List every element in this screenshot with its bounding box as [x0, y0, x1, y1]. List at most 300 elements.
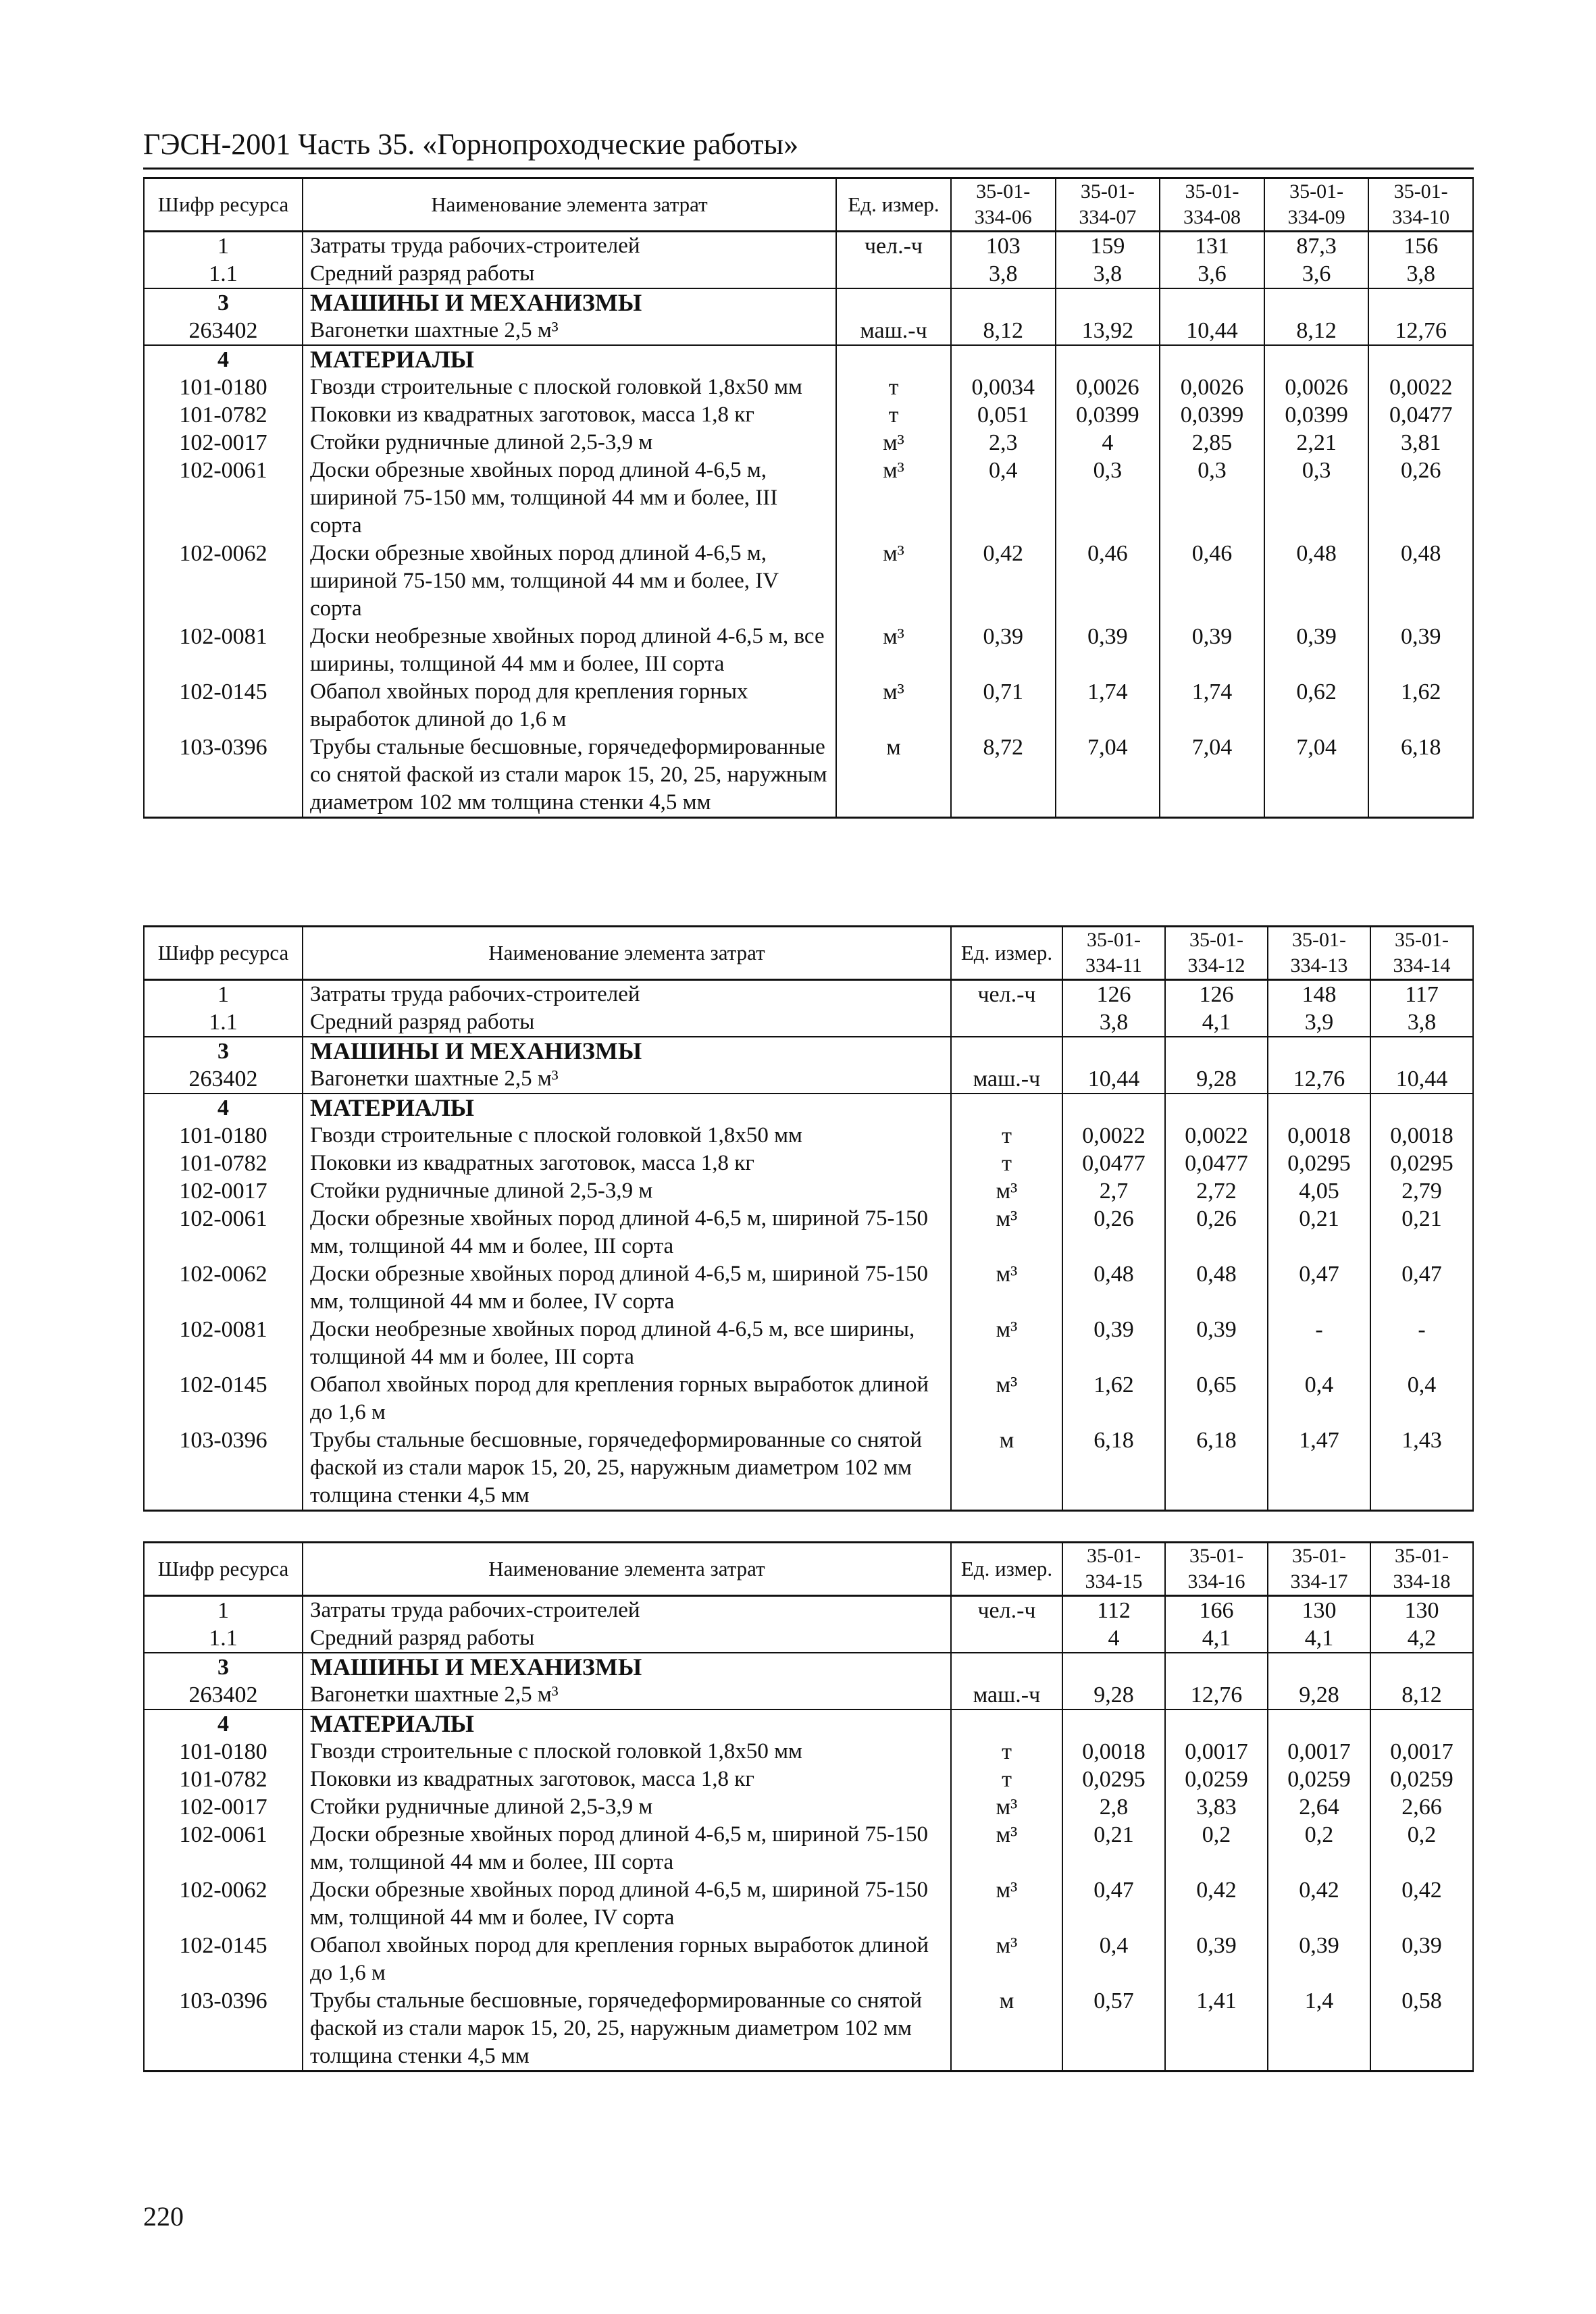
value-cell: 10,44 — [1160, 317, 1264, 345]
resource-name: Поковки из квадратных заготовок, масса 1,8 кг — [303, 1150, 951, 1177]
header-norm-code: 35-01-334-14 — [1370, 927, 1473, 980]
resource-code: 263402 — [144, 1681, 303, 1709]
value-cell: 0,4 — [1268, 1371, 1370, 1426]
value-cell — [1062, 1709, 1165, 1738]
resource-name: Доски необрезные хвойных пород длиной 4-6,5 м, все ширины, толщиной 44 мм и более, III сорта — [303, 1316, 951, 1371]
value-cell: 0,0477 — [1062, 1150, 1165, 1177]
value-cell: 0,0477 — [1368, 401, 1473, 429]
unit-cell: м³ — [836, 540, 951, 623]
value-cell: 8,12 — [951, 317, 1056, 345]
value-cell: 0,26 — [1368, 457, 1473, 540]
resource-table-2 — [143, 925, 1474, 1512]
resource-name: Поковки из квадратных заготовок, масса 1,8 кг — [303, 1766, 951, 1793]
unit-cell — [951, 1008, 1062, 1037]
value-cell — [1268, 1094, 1370, 1122]
resource-code: 101-0782 — [144, 1150, 303, 1177]
table-row — [144, 1205, 1473, 1260]
value-cell: 0,3 — [1264, 457, 1369, 540]
header-norm-code: 35-01-334-08 — [1160, 178, 1264, 232]
section-title: МАТЕРИАЛЫ — [303, 1094, 951, 1122]
resource-name: Доски обрезные хвойных пород длиной 4-6,5 м, шириной 75-150 мм, толщиной 44 мм и более, IV сорта — [303, 1260, 951, 1316]
value-cell — [1160, 288, 1264, 317]
unit-cell: м³ — [836, 429, 951, 457]
value-cell: 1,4 — [1268, 1987, 1370, 2072]
table-row — [144, 1793, 1473, 1821]
header-name: Наименование элемента затрат — [303, 178, 836, 232]
value-cell: 2,8 — [1062, 1793, 1165, 1821]
unit-cell: м³ — [951, 1932, 1062, 1987]
value-cell: 3,8 — [1062, 1008, 1165, 1037]
value-cell: 0,0022 — [1165, 1122, 1268, 1150]
value-cell: 0,21 — [1268, 1205, 1370, 1260]
unit-cell: м³ — [951, 1876, 1062, 1932]
value-cell: 0,26 — [1165, 1205, 1268, 1260]
table-row — [144, 1766, 1473, 1793]
value-cell: 131 — [1160, 232, 1264, 261]
value-cell: 3,6 — [1160, 260, 1264, 288]
resource-code: 102-0017 — [144, 429, 303, 457]
value-cell: 0,39 — [1165, 1316, 1268, 1371]
table-row — [144, 1065, 1473, 1094]
value-cell: 0,0295 — [1370, 1150, 1473, 1177]
section-row — [144, 1037, 1473, 1065]
unit-cell: м³ — [951, 1205, 1062, 1260]
table-row — [144, 1876, 1473, 1932]
value-cell: 3,8 — [1370, 1008, 1473, 1037]
header-norm-code: 35-01-334-12 — [1165, 927, 1268, 980]
value-cell — [1264, 345, 1369, 374]
header-name: Наименование элемента затрат — [303, 1543, 951, 1596]
value-cell: 9,28 — [1062, 1681, 1165, 1709]
unit-cell — [951, 1709, 1062, 1738]
resource-name: Трубы стальные бесшовные, горячедеформированные со снятой фаской из стали марок 15, 20, 25, наружным диаметром 102 мм толщина стенки 4,5 мм — [303, 734, 836, 818]
table-row — [144, 457, 1473, 540]
value-cell: 0,0022 — [1368, 374, 1473, 401]
unit-cell: м³ — [836, 457, 951, 540]
value-cell: 0,21 — [1062, 1821, 1165, 1876]
table-row — [144, 260, 1473, 288]
value-cell — [1370, 1709, 1473, 1738]
value-cell: 0,46 — [1160, 540, 1264, 623]
value-cell — [1062, 1094, 1165, 1122]
value-cell: 126 — [1062, 980, 1165, 1009]
value-cell: 4 — [1056, 429, 1160, 457]
table-row — [144, 1932, 1473, 1987]
section-title: МАШИНЫ И МЕХАНИЗМЫ — [303, 1037, 951, 1065]
unit-cell: м³ — [951, 1821, 1062, 1876]
value-cell: 0,0017 — [1165, 1738, 1268, 1766]
unit-cell: т — [951, 1150, 1062, 1177]
value-cell: 6,18 — [1165, 1426, 1268, 1511]
section-title: МАШИНЫ И МЕХАНИЗМЫ — [303, 288, 836, 317]
section-row — [144, 288, 1473, 317]
resource-name: Обапол хвойных пород для крепления горных выработок длиной до 1,6 м — [303, 1371, 951, 1426]
resource-name: Стойки рудничные длиной 2,5-3,9 м — [303, 1793, 951, 1821]
value-cell — [1062, 1653, 1165, 1681]
value-cell: 0,0295 — [1062, 1766, 1165, 1793]
value-cell: 8,12 — [1370, 1681, 1473, 1709]
table-row — [144, 623, 1473, 678]
resource-code: 101-0782 — [144, 1766, 303, 1793]
unit-cell: т — [951, 1738, 1062, 1766]
value-cell: 0,39 — [1368, 623, 1473, 678]
value-cell: 0,21 — [1370, 1205, 1473, 1260]
value-cell: 0,42 — [1370, 1876, 1473, 1932]
resource-code: 4 — [144, 1094, 303, 1122]
value-cell: 0,0026 — [1264, 374, 1369, 401]
value-cell: 130 — [1370, 1596, 1473, 1625]
value-cell: 0,58 — [1370, 1987, 1473, 2072]
value-cell — [1268, 1709, 1370, 1738]
table-header-row — [144, 1543, 1473, 1596]
header-name: Наименование элемента затрат — [303, 927, 951, 980]
resource-code: 4 — [144, 1709, 303, 1738]
value-cell: 3,6 — [1264, 260, 1369, 288]
header-code: Шифр ресурса — [144, 1543, 303, 1596]
value-cell: 0,0259 — [1165, 1766, 1268, 1793]
table-row — [144, 980, 1473, 1009]
value-cell: 7,04 — [1056, 734, 1160, 818]
resource-code: 101-0180 — [144, 374, 303, 401]
unit-cell — [836, 345, 951, 374]
resource-name: Средний разряд работы — [303, 260, 836, 288]
unit-cell: чел.-ч — [951, 1596, 1062, 1625]
resource-name: Обапол хвойных пород для крепления горных выработок длиной до 1,6 м — [303, 678, 836, 734]
value-cell: 2,64 — [1268, 1793, 1370, 1821]
resource-code: 102-0062 — [144, 1876, 303, 1932]
value-cell: 117 — [1370, 980, 1473, 1009]
value-cell: 1,41 — [1165, 1987, 1268, 2072]
header-unit: Ед. измер. — [951, 927, 1062, 980]
value-cell — [1268, 1653, 1370, 1681]
resource-name: Затраты труда рабочих-строителей — [303, 232, 836, 261]
table-row — [144, 1122, 1473, 1150]
value-cell: 2,79 — [1370, 1177, 1473, 1205]
value-cell: 2,3 — [951, 429, 1056, 457]
value-cell: 0,0295 — [1268, 1150, 1370, 1177]
resource-name: Вагонетки шахтные 2,5 м³ — [303, 1065, 951, 1094]
value-cell: 4,1 — [1268, 1624, 1370, 1653]
resource-name: Доски обрезные хвойных пород длиной 4-6,5 м, шириной 75-150 мм, толщиной 44 мм и более, IV сорта — [303, 540, 836, 623]
resource-code: 102-0145 — [144, 1371, 303, 1426]
resource-name: Трубы стальные бесшовные, горячедеформированные со снятой фаской из стали марок 15, 20, 25, наружным диаметром 102 мм толщина стенки 4,5 мм — [303, 1426, 951, 1511]
table-header-row — [144, 927, 1473, 980]
value-cell — [1268, 1037, 1370, 1065]
value-cell: 3,8 — [1056, 260, 1160, 288]
resource-code: 102-0061 — [144, 1205, 303, 1260]
value-cell: 0,0399 — [1056, 401, 1160, 429]
value-cell: 1,74 — [1056, 678, 1160, 734]
value-cell: 126 — [1165, 980, 1268, 1009]
unit-cell: маш.-ч — [951, 1065, 1062, 1094]
unit-cell: м³ — [951, 1793, 1062, 1821]
value-cell — [1165, 1653, 1268, 1681]
value-cell: 12,76 — [1268, 1065, 1370, 1094]
value-cell: 0,48 — [1062, 1260, 1165, 1316]
resource-name: Доски обрезные хвойных пород длиной 4-6,5 м, шириной 75-150 мм, толщиной 44 мм и более, III сорта — [303, 457, 836, 540]
resource-name: Затраты труда рабочих-строителей — [303, 1596, 951, 1625]
unit-cell: м — [951, 1426, 1062, 1511]
value-cell: 0,42 — [1165, 1876, 1268, 1932]
resource-name: Средний разряд работы — [303, 1624, 951, 1653]
unit-cell: т — [836, 374, 951, 401]
section-title: МАШИНЫ И МЕХАНИЗМЫ — [303, 1653, 951, 1681]
section-row — [144, 345, 1473, 374]
resource-name: Доски необрезные хвойных пород длиной 4-6,5 м, все ширины, толщиной 44 мм и более, III сорта — [303, 623, 836, 678]
value-cell: 4 — [1062, 1624, 1165, 1653]
value-cell: 87,3 — [1264, 232, 1369, 261]
value-cell: 9,28 — [1165, 1065, 1268, 1094]
value-cell — [1160, 345, 1264, 374]
table-row — [144, 1624, 1473, 1653]
value-cell: 1,74 — [1160, 678, 1264, 734]
value-cell: 8,12 — [1264, 317, 1369, 345]
unit-cell: т — [951, 1766, 1062, 1793]
value-cell — [1062, 1037, 1165, 1065]
resource-name: Затраты труда рабочих-строителей — [303, 980, 951, 1009]
value-cell — [1056, 288, 1160, 317]
value-cell: 0,0259 — [1370, 1766, 1473, 1793]
unit-cell: маш.-ч — [836, 317, 951, 345]
page-number: 220 — [143, 2201, 184, 2232]
value-cell: 0,42 — [1268, 1876, 1370, 1932]
value-cell: 2,7 — [1062, 1177, 1165, 1205]
value-cell: 103 — [951, 232, 1056, 261]
resource-code: 102-0081 — [144, 1316, 303, 1371]
value-cell: 0,0034 — [951, 374, 1056, 401]
resource-name: Вагонетки шахтные 2,5 м³ — [303, 317, 836, 345]
resource-code: 1.1 — [144, 1008, 303, 1037]
unit-cell — [951, 1653, 1062, 1681]
header-norm-code: 35-01-334-11 — [1062, 927, 1165, 980]
unit-cell — [951, 1624, 1062, 1653]
value-cell: 7,04 — [1160, 734, 1264, 818]
resource-code: 101-0180 — [144, 1738, 303, 1766]
resource-code: 1.1 — [144, 260, 303, 288]
value-cell: 0,48 — [1368, 540, 1473, 623]
value-cell: 0,46 — [1056, 540, 1160, 623]
value-cell: 3,9 — [1268, 1008, 1370, 1037]
value-cell: 0,39 — [1062, 1316, 1165, 1371]
unit-cell: м³ — [951, 1177, 1062, 1205]
table-row — [144, 1316, 1473, 1371]
header-norm-code: 35-01-334-15 — [1062, 1543, 1165, 1596]
value-cell — [1370, 1094, 1473, 1122]
resource-code: 102-0145 — [144, 1932, 303, 1987]
value-cell: 0,0026 — [1160, 374, 1264, 401]
value-cell — [1370, 1653, 1473, 1681]
value-cell: 0,0017 — [1370, 1738, 1473, 1766]
value-cell: 0,0399 — [1264, 401, 1369, 429]
value-cell: 0,57 — [1062, 1987, 1165, 2072]
value-cell: 112 — [1062, 1596, 1165, 1625]
value-cell: 6,18 — [1062, 1426, 1165, 1511]
resource-code: 103-0396 — [144, 1426, 303, 1511]
value-cell: 0,0477 — [1165, 1150, 1268, 1177]
value-cell: 0,39 — [1160, 623, 1264, 678]
header-norm-code: 35-01-334-06 — [951, 178, 1056, 232]
resource-code: 102-0017 — [144, 1177, 303, 1205]
table-row — [144, 1738, 1473, 1766]
resource-code: 102-0081 — [144, 623, 303, 678]
header-code: Шифр ресурса — [144, 927, 303, 980]
value-cell: 0,051 — [951, 401, 1056, 429]
resource-code: 3 — [144, 288, 303, 317]
resource-code: 102-0017 — [144, 1793, 303, 1821]
unit-cell: м³ — [951, 1316, 1062, 1371]
value-cell: 0,26 — [1062, 1205, 1165, 1260]
section-row — [144, 1094, 1473, 1122]
table-row — [144, 1426, 1473, 1511]
value-cell: 10,44 — [1370, 1065, 1473, 1094]
value-cell: 3,81 — [1368, 429, 1473, 457]
value-cell — [1165, 1037, 1268, 1065]
resource-code: 4 — [144, 345, 303, 374]
table-row — [144, 374, 1473, 401]
section-title: МАТЕРИАЛЫ — [303, 1709, 951, 1738]
table-row — [144, 1987, 1473, 2072]
value-cell: 3,83 — [1165, 1793, 1268, 1821]
table-row — [144, 734, 1473, 818]
unit-cell: т — [951, 1122, 1062, 1150]
value-cell: 0,47 — [1268, 1260, 1370, 1316]
value-cell — [1264, 288, 1369, 317]
table-row — [144, 429, 1473, 457]
value-cell: 0,39 — [1264, 623, 1369, 678]
table-row — [144, 1821, 1473, 1876]
table-row — [144, 1177, 1473, 1205]
value-cell: 156 — [1368, 232, 1473, 261]
value-cell: 159 — [1056, 232, 1160, 261]
unit-cell: м³ — [951, 1371, 1062, 1426]
value-cell — [951, 345, 1056, 374]
value-cell: 0,39 — [1165, 1932, 1268, 1987]
value-cell: 7,04 — [1264, 734, 1369, 818]
header-norm-code: 35-01-334-17 — [1268, 1543, 1370, 1596]
table-row — [144, 1008, 1473, 1037]
value-cell: 0,42 — [951, 540, 1056, 623]
page-header: ГЭСН-2001 Часть 35. «Горнопроходческие работы» — [143, 126, 1474, 170]
value-cell: 0,47 — [1062, 1876, 1165, 1932]
resource-code: 101-0180 — [144, 1122, 303, 1150]
value-cell: 0,0259 — [1268, 1766, 1370, 1793]
resource-code: 263402 — [144, 317, 303, 345]
value-cell — [1370, 1037, 1473, 1065]
resource-name: Гвозди строительные с плоской головкой 1,8х50 мм — [303, 1122, 951, 1150]
value-cell: 0,39 — [1370, 1932, 1473, 1987]
resource-code: 102-0061 — [144, 1821, 303, 1876]
value-cell: 0,39 — [1056, 623, 1160, 678]
resource-code: 101-0782 — [144, 401, 303, 429]
resource-code: 102-0145 — [144, 678, 303, 734]
resource-code: 102-0062 — [144, 540, 303, 623]
value-cell: 0,0018 — [1062, 1738, 1165, 1766]
resource-code: 3 — [144, 1653, 303, 1681]
resource-name: Вагонетки шахтные 2,5 м³ — [303, 1681, 951, 1709]
value-cell: 12,76 — [1165, 1681, 1268, 1709]
value-cell: - — [1370, 1316, 1473, 1371]
resource-code: 1.1 — [144, 1624, 303, 1653]
value-cell: 9,28 — [1268, 1681, 1370, 1709]
resource-name: Стойки рудничные длиной 2,5-3,9 м — [303, 429, 836, 457]
value-cell: 2,66 — [1370, 1793, 1473, 1821]
value-cell: 0,39 — [951, 623, 1056, 678]
unit-cell: м — [951, 1987, 1062, 2072]
resource-name: Доски обрезные хвойных пород длиной 4-6,5 м, шириной 75-150 мм, толщиной 44 мм и более, III сорта — [303, 1205, 951, 1260]
resource-name: Средний разряд работы — [303, 1008, 951, 1037]
value-cell: 0,48 — [1264, 540, 1369, 623]
table-row — [144, 1150, 1473, 1177]
table-header-row — [144, 178, 1473, 232]
header-norm-code: 35-01-334-09 — [1264, 178, 1369, 232]
unit-cell: м — [836, 734, 951, 818]
value-cell — [1368, 288, 1473, 317]
value-cell: 0,4 — [1062, 1932, 1165, 1987]
unit-cell — [836, 260, 951, 288]
table-row — [144, 232, 1473, 261]
value-cell: 4,1 — [1165, 1624, 1268, 1653]
value-cell: 1,62 — [1062, 1371, 1165, 1426]
resource-code: 102-0061 — [144, 457, 303, 540]
resource-name: Стойки рудничные длиной 2,5-3,9 м — [303, 1177, 951, 1205]
value-cell: 0,0399 — [1160, 401, 1264, 429]
value-cell: 2,21 — [1264, 429, 1369, 457]
table-row — [144, 1260, 1473, 1316]
resource-code: 102-0062 — [144, 1260, 303, 1316]
unit-cell — [951, 1094, 1062, 1122]
unit-cell: т — [836, 401, 951, 429]
unit-cell: маш.-ч — [951, 1681, 1062, 1709]
unit-cell: чел.-ч — [951, 980, 1062, 1009]
value-cell: 13,92 — [1056, 317, 1160, 345]
value-cell: 3,8 — [1368, 260, 1473, 288]
value-cell: 0,0017 — [1268, 1738, 1370, 1766]
resource-name: Доски обрезные хвойных пород длиной 4-6,5 м, шириной 75-150 мм, толщиной 44 мм и более, III сорта — [303, 1821, 951, 1876]
value-cell: 4,1 — [1165, 1008, 1268, 1037]
value-cell: - — [1268, 1316, 1370, 1371]
resource-code: 3 — [144, 1037, 303, 1065]
unit-cell — [951, 1037, 1062, 1065]
value-cell — [1165, 1094, 1268, 1122]
unit-cell: м³ — [836, 623, 951, 678]
resource-name: Гвозди строительные с плоской головкой 1,8х50 мм — [303, 1738, 951, 1766]
value-cell: 130 — [1268, 1596, 1370, 1625]
resource-name: Обапол хвойных пород для крепления горных выработок длиной до 1,6 м — [303, 1932, 951, 1987]
resource-code: 103-0396 — [144, 1987, 303, 2072]
value-cell: 0,3 — [1056, 457, 1160, 540]
header-norm-code: 35-01-334-07 — [1056, 178, 1160, 232]
header-unit: Ед. измер. — [836, 178, 951, 232]
resource-code: 1 — [144, 232, 303, 261]
resource-code: 103-0396 — [144, 734, 303, 818]
value-cell: 1,43 — [1370, 1426, 1473, 1511]
value-cell — [1165, 1709, 1268, 1738]
table-row — [144, 540, 1473, 623]
header-norm-code: 35-01-334-10 — [1368, 178, 1473, 232]
value-cell: 0,2 — [1370, 1821, 1473, 1876]
resource-name: Поковки из квадратных заготовок, масса 1,8 кг — [303, 401, 836, 429]
value-cell: 166 — [1165, 1596, 1268, 1625]
value-cell: 3,8 — [951, 260, 1056, 288]
value-cell: 0,0026 — [1056, 374, 1160, 401]
header-code: Шифр ресурса — [144, 178, 303, 232]
header-unit: Ед. измер. — [951, 1543, 1062, 1596]
table-row — [144, 401, 1473, 429]
resource-code: 1 — [144, 980, 303, 1009]
value-cell: 10,44 — [1062, 1065, 1165, 1094]
resource-table-1 — [143, 177, 1474, 819]
value-cell: 0,3 — [1160, 457, 1264, 540]
